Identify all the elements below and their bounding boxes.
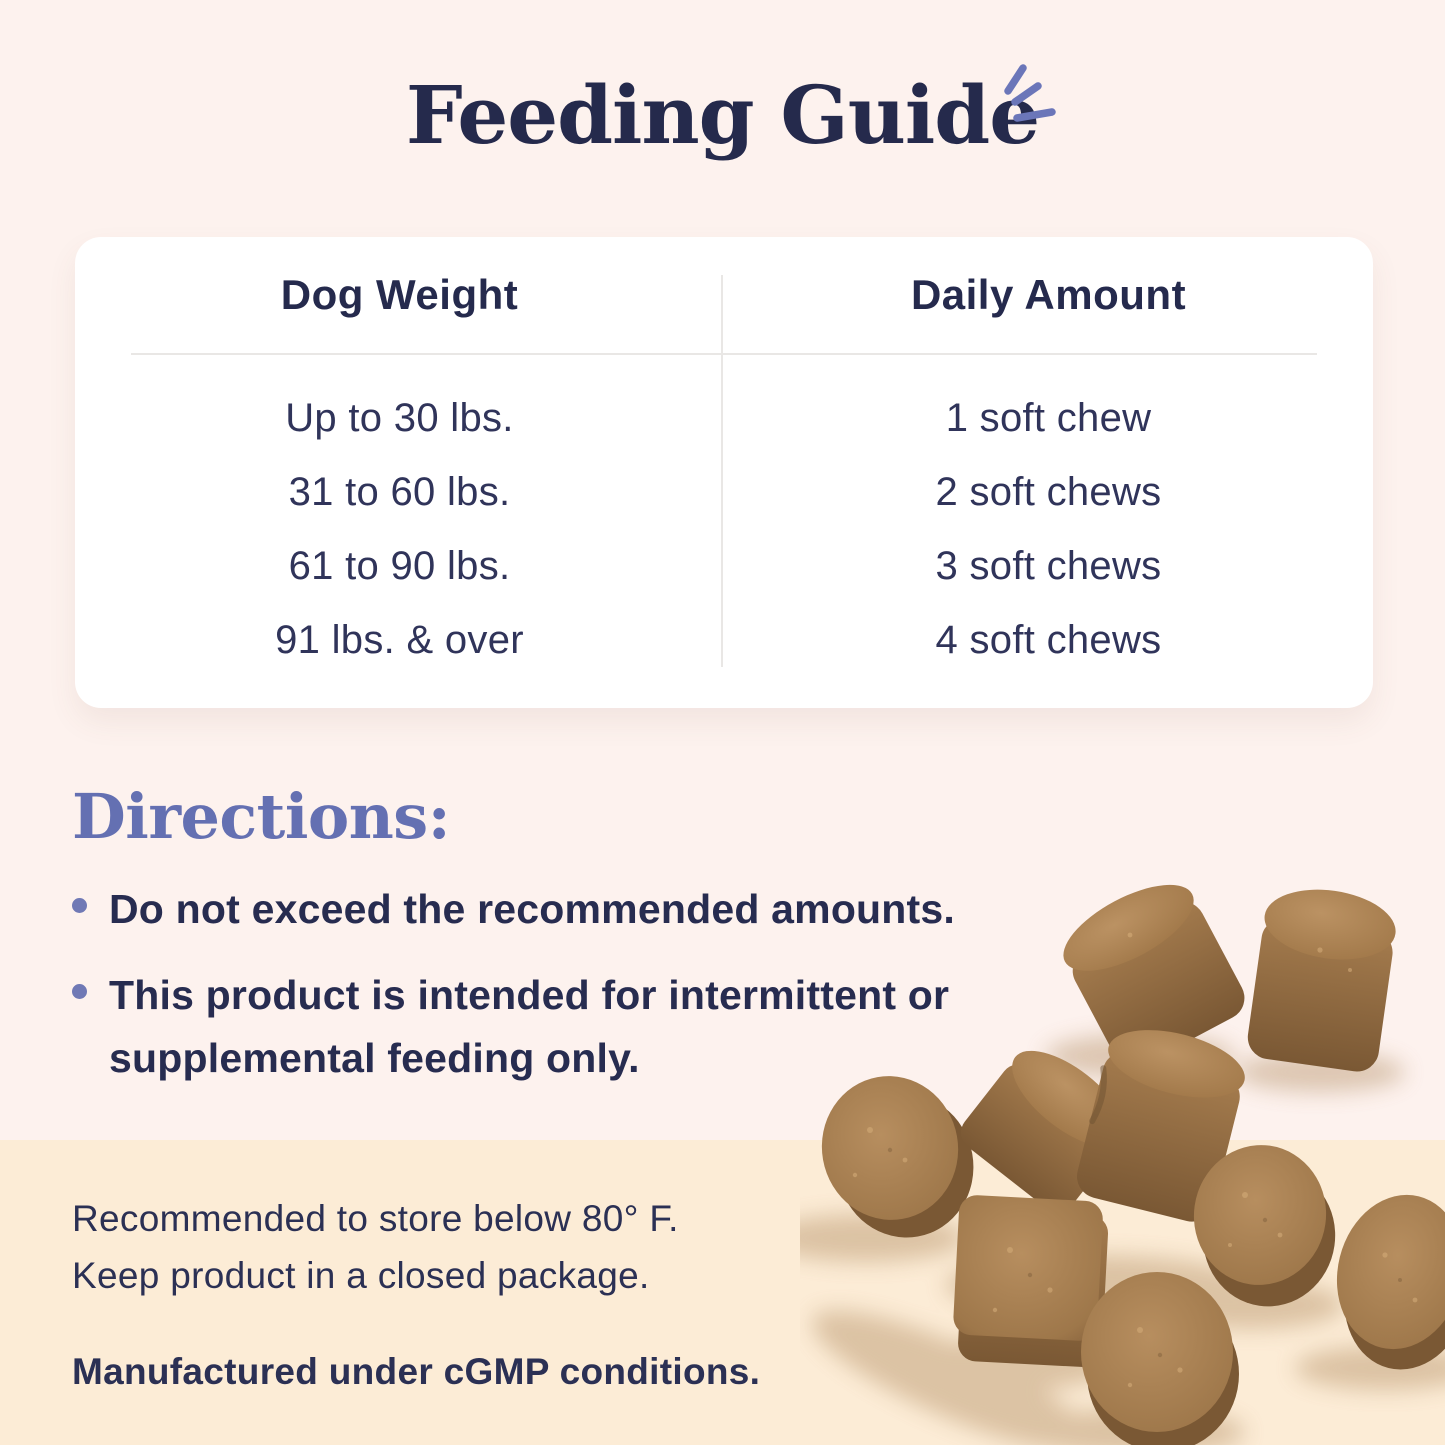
direction-text: This product is intended for intermittent or supplemental feeding only.: [109, 971, 950, 1082]
dog-weight-cell: 91 lbs. & over: [275, 617, 524, 662]
daily-amount-cell: 2 soft chews: [935, 469, 1162, 514]
dog-weight-cell: Up to 30 lbs.: [285, 395, 514, 440]
directions-list: [72, 878, 992, 1113]
table-header-row: [75, 237, 1373, 353]
column-header-daily-amount: Daily Amount: [910, 271, 1187, 318]
bullet-dot-icon: [72, 984, 87, 999]
feeding-table-card: [75, 237, 1373, 708]
table-body: [75, 355, 1373, 677]
daily-amount-cell: 4 soft chews: [935, 617, 1162, 662]
directions-heading: Directions:: [72, 780, 451, 853]
soft-chew: [1245, 882, 1400, 1075]
storage-line: Keep product in a closed package.: [72, 1255, 650, 1297]
column-divider: [721, 275, 723, 667]
dog-weight-cell: 61 to 90 lbs.: [288, 543, 511, 588]
daily-amount-cell: 3 soft chews: [935, 543, 1162, 588]
storage-notes: [72, 1190, 760, 1400]
page-title: Feeding Guide: [405, 68, 1040, 162]
storage-line: Recommended to store below 80° F.: [72, 1198, 679, 1239]
table-row: [75, 381, 1373, 455]
header: [0, 68, 1445, 162]
list-item: [72, 878, 992, 942]
direction-text: Do not exceed the recommended amounts.: [109, 886, 955, 932]
dog-weight-cell: 31 to 60 lbs.: [288, 469, 511, 514]
daily-amount-cell: 1 soft chew: [945, 395, 1152, 440]
sparkle-accent-icon: [998, 64, 1060, 134]
table-row: [75, 455, 1373, 529]
table-row: [75, 603, 1373, 677]
list-item: [72, 964, 992, 1091]
bullet-dot-icon: [72, 898, 87, 913]
manufacturing-note: Manufactured under cGMP conditions.: [72, 1350, 761, 1392]
table-row: [75, 529, 1373, 603]
column-header-dog-weight: Dog Weight: [280, 271, 519, 318]
